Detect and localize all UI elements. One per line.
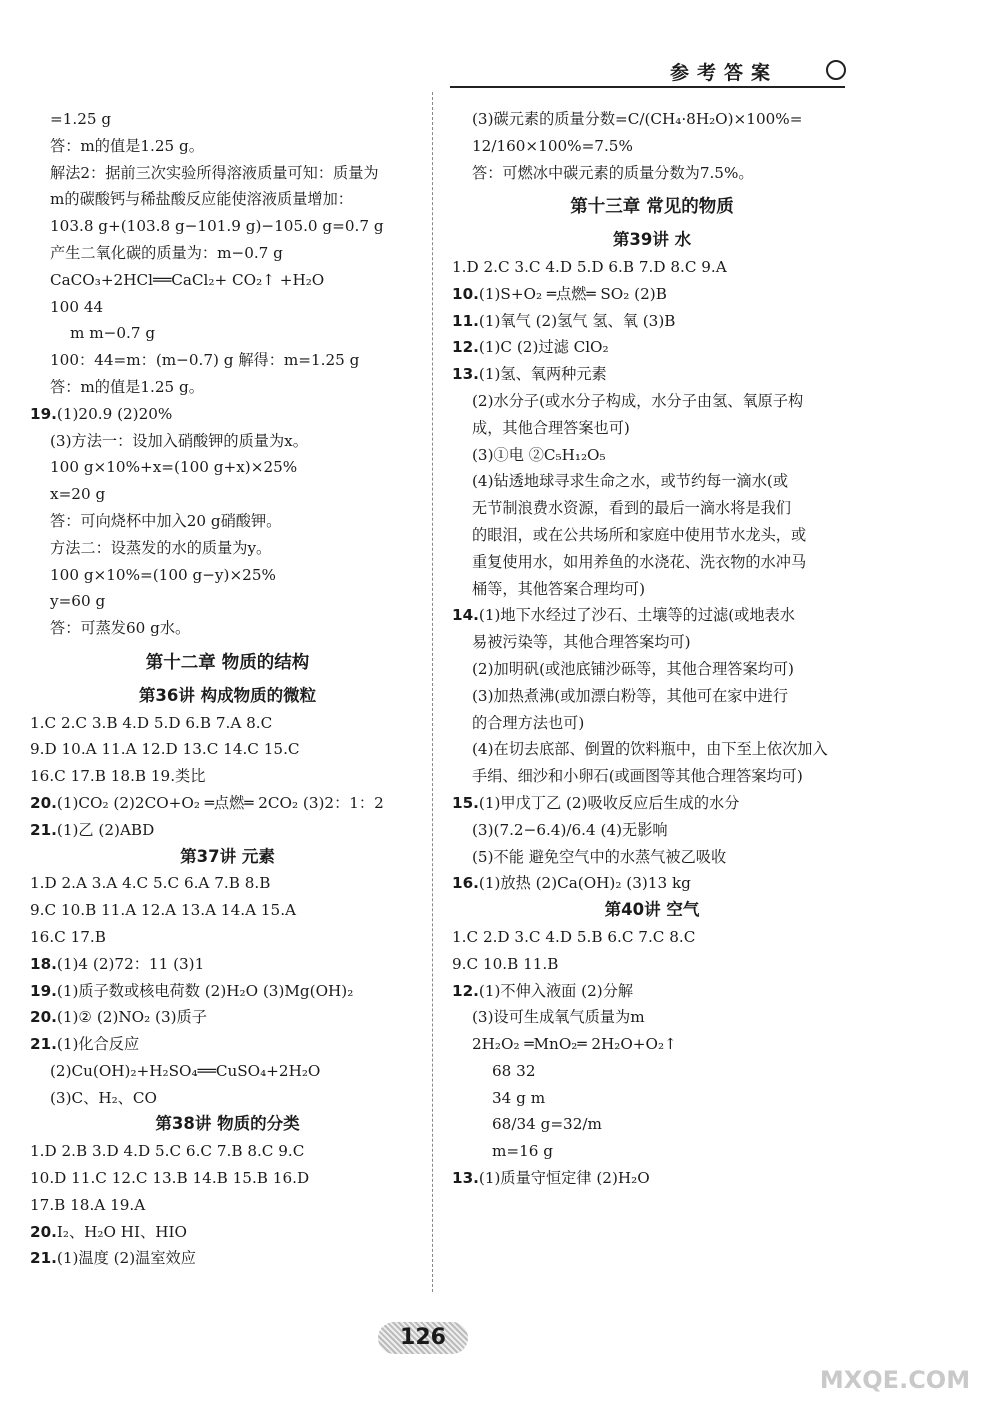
page-header-title: 参考答案 [670,62,779,84]
answer-line [30,160,425,187]
answer-line [30,870,425,897]
chapter-heading [30,650,425,677]
answer-text: 桶等，其他答案合理均可) [472,579,645,598]
answer-text: (3)①电 ②C₅H₁₂O₅ [472,445,606,464]
answer-line [30,588,425,615]
answer-line [452,1165,852,1192]
question-number: 12. [452,338,479,357]
answer-line [452,924,852,951]
answer-text: (1)化合反应 [56,1035,140,1054]
answer-line [30,133,425,160]
answer-line [452,683,852,710]
answer-text: m的碳酸钙与稀盐酸反应能使溶液质量增加： [50,190,353,209]
answer-text: 9.C 10.B 11.B [452,954,559,973]
answer-line [452,576,852,603]
answer-text: (3)碳元素的质量分数=C/(CH₄·8H₂O)×100%= [472,110,803,128]
answer-line [30,1058,425,1085]
answer-text: 9.C 10.B 11.A 12.A 13.A 14.A 15.A [30,901,296,920]
answer-line [30,1138,425,1165]
right-column [452,106,852,1192]
answer-line [30,1245,425,1272]
question-number: 13. [452,365,479,384]
answer-line [452,817,852,844]
left-column [30,106,425,1272]
lecture-heading [30,683,425,710]
answer-line [452,978,852,1005]
question-number: 15. [452,793,479,812]
answer-text: y=60 g [50,592,106,611]
answer-line [452,495,852,522]
answer-text: (3)C、H₂、CO [50,1088,157,1107]
answer-text: 68 32 [492,1061,536,1080]
answer-line [30,1219,425,1246]
answer-text: 答：可燃冰中碳元素的质量分数为7.5%。 [472,163,754,182]
answer-line [30,508,425,535]
answer-text: 答：m的值是1.25 g。 [50,377,204,396]
answer-text: (1)放热 (2)Ca(OH)₂ (3)13 kg [478,874,691,893]
answer-text: 答：可向烧杯中加入20 g硝酸钾。 [50,511,282,530]
answer-text: 100 44 [50,297,104,316]
question-number: 12. [452,981,479,1000]
answer-line [452,133,852,160]
answer-line [452,442,852,469]
answer-text: (1)② (2)NO₂ (3)质子 [56,1008,207,1027]
answer-text: (1)20.9 (2)20% [56,404,173,423]
answer-line [30,106,425,133]
answer-text: (1)C (2)过滤 ClO₂ [478,338,609,357]
answer-line [30,897,425,924]
question-number: 11. [452,311,479,330]
answer-line [30,951,425,978]
answer-text: m=16 g [492,1142,554,1161]
answer-text: 100：44=m：(m−0.7) g 解得：m=1.25 g [50,351,360,370]
lecture-heading [30,844,425,871]
answer-line [452,710,852,737]
answer-line [452,361,852,388]
answer-text: 10.D 11.C 12.C 13.B 14.B 15.B 16.D [30,1169,310,1188]
answer-text: (1)乙 (2)ABD [56,820,155,839]
answer-text: 16.C 17.B [30,927,106,946]
answer-line [452,1138,852,1165]
question-number: 21. [30,1035,57,1054]
answer-text: 成，其他合理答案也可) [472,418,630,437]
answer-text: 1.C 2.D 3.C 4.D 5.B 6.C 7.C 8.C [452,927,696,946]
page-number: 126 [400,1325,446,1350]
answer-line [452,602,852,629]
answer-line [30,186,425,213]
answer-text: 第38讲 物质的分类 [155,1114,300,1134]
question-number: 20. [30,1008,57,1027]
answer-line [452,1085,852,1112]
answer-text: 1.D 2.C 3.C 4.D 5.D 6.B 7.D 8.C 9.A [452,257,727,276]
answer-text: (2)Cu(OH)₂+H₂SO₄══CuSO₄+2H₂O [50,1061,321,1080]
answer-text: =1.25 g [50,110,112,128]
answer-text: 第十二章 物质的结构 [145,652,310,673]
answer-text: (2)加明矾(或池底铺沙砾等，其他合理答案均可) [472,659,794,678]
answer-text: (1)质子数或核电荷数 (2)H₂O (3)Mg(OH)₂ [56,981,354,1000]
answer-text: 12/160×100%=7.5% [472,136,633,155]
answer-line [30,267,425,294]
answer-text: (5)不能 避免空气中的水蒸气被乙吸收 [472,847,727,866]
answer-line [452,1004,852,1031]
answer-line [452,468,852,495]
answer-text: (1)氧气 (2)氢气 氢、氧 (3)B [478,311,676,330]
answer-text: I₂、H₂O HI、HIO [56,1222,187,1241]
answer-line [452,763,852,790]
answer-text: (4)钻透地球寻求生命之水，或节约每一滴水(或 [472,472,789,491]
answer-text: 第十三章 常见的物质 [570,197,734,218]
answer-line [452,388,852,415]
answer-text: (1)4 (2)72：11 (3)1 [56,954,205,973]
header-ornament-icon [826,60,846,80]
answer-line [30,481,425,508]
chapter-heading [452,194,852,221]
answer-line [452,790,852,817]
answer-line [30,1192,425,1219]
column-divider [432,92,433,1292]
answer-text: 第37讲 元素 [180,846,275,866]
answer-line [30,294,425,321]
answer-line [30,978,425,1005]
answer-text: (3)(7.2−6.4)/6.4 (4)无影响 [472,820,668,839]
answer-line [30,454,425,481]
answer-text: 的眼泪，或在公共场所和家庭中使用节水龙头，或 [472,525,807,544]
question-number: 18. [30,954,57,973]
answer-text: 16.C 17.B 18.B 19.类比 [30,767,206,786]
answer-text: m m−0.7 g [70,324,156,343]
answer-text: (1)地下水经过了沙石、土壤等的过滤(或地表水 [478,606,795,625]
answer-text: (3)设可生成氧气质量为m [472,1008,645,1027]
answer-text: (1)温度 (2)温室效应 [56,1249,196,1268]
answer-text: 第40讲 空气 [604,900,700,920]
question-number: 16. [452,874,479,893]
answer-line [30,1165,425,1192]
question-number: 14. [452,606,479,625]
answer-line [30,401,425,428]
answer-text: 答：可蒸发60 g水。 [50,619,191,638]
answer-text: 100 g×10%+x=(100 g+x)×25% [50,458,298,477]
answer-line [30,428,425,455]
answer-text: 手绢、细沙和小卵石(或画图等其他合理答案均可) [472,767,803,786]
answer-line [452,951,852,978]
answer-text: 1.D 2.A 3.A 4.C 5.C 6.A 7.B 8.B [30,874,271,893]
answer-line [30,790,425,817]
question-number: 21. [30,820,57,839]
question-number: 20. [30,793,57,812]
question-number: 10. [452,284,479,303]
answer-line [30,1085,425,1112]
question-number: 21. [30,1249,57,1268]
answer-line [452,281,852,308]
answer-text: (1)质量守恒定律 (2)H₂O [478,1169,650,1188]
answer-text: (3)加热煮沸(或加漂白粉等，其他可在家中进行 [472,686,789,705]
answer-line [30,535,425,562]
answer-text: 2H₂O₂ ═MnO₂═ 2H₂O+O₂↑ [472,1035,677,1054]
answer-line [30,374,425,401]
answer-text: 无节制浪费水资源，看到的最后一滴水将是我们 [472,499,791,518]
answer-line [452,736,852,763]
answer-line [30,615,425,642]
answer-text: (1)氢、氧两种元素 [478,365,607,384]
answer-text: (1)不伸入液面 (2)分解 [478,981,634,1000]
answer-text: 1.C 2.C 3.B 4.D 5.D 6.B 7.A 8.C [30,713,273,732]
answer-line [452,629,852,656]
answer-line [30,562,425,589]
question-number: 19. [30,404,57,423]
answer-text: 34 g m [492,1088,546,1107]
question-number: 20. [30,1222,57,1241]
answer-line [30,817,425,844]
answer-line [30,736,425,763]
answer-line [452,334,852,361]
answer-line [30,1031,425,1058]
answer-text: 易被污染等，其他合理答案均可) [472,633,691,652]
answer-line [452,106,852,133]
answer-text: (3)方法一：设加入硝酸钾的质量为x。 [50,431,308,450]
answer-text: (4)在切去底部、倒置的饮料瓶中，由下至上依次加入 [472,740,828,759]
answer-line [452,1058,852,1085]
answer-line [452,1031,852,1058]
answer-line [452,522,852,549]
answer-line [30,213,425,240]
lecture-heading [452,897,852,924]
answer-line [452,1111,852,1138]
answer-text: 第36讲 构成物质的微粒 [138,685,317,705]
answer-line [452,254,852,281]
answer-text: (1)S+O₂ ═点燃═ SO₂ (2)B [478,284,667,303]
answer-text: 产生二氧化碳的质量为：m−0.7 g [50,243,283,262]
lecture-heading [30,1111,425,1138]
answer-text: 第39讲 水 [612,230,692,250]
answer-line [30,240,425,267]
answer-line [452,656,852,683]
answer-text: 的合理方法也可) [472,713,585,732]
answer-line [452,160,852,187]
answer-text: 答：m的值是1.25 g。 [50,136,204,155]
answer-line [30,347,425,374]
answer-line [30,1004,425,1031]
answer-text: 9.D 10.A 11.A 12.D 13.C 14.C 15.C [30,740,300,759]
answer-text: 1.D 2.B 3.D 4.D 5.C 6.C 7.B 8.C 9.C [30,1142,305,1161]
answer-text: 重复使用水，如用养鱼的水浇花、洗衣物的水冲马 [472,552,807,571]
answer-text: 方法二：设蒸发的水的质量为y。 [50,538,272,557]
answer-line [30,924,425,951]
question-number: 19. [30,981,57,1000]
answer-line [30,763,425,790]
answer-text: (1)甲戊丁乙 (2)吸收反应后生成的水分 [478,793,740,812]
answer-line [452,308,852,335]
answer-text: 103.8 g+(103.8 g−101.9 g)−105.0 g=0.7 g [50,217,384,236]
page-number-badge [378,1322,468,1354]
watermark-logo [800,1318,990,1398]
answer-line [452,549,852,576]
answer-text: 68/34 g=32/m [492,1115,602,1134]
answer-text: 100 g×10%=(100 g−y)×25% [50,565,276,584]
answer-line [452,870,852,897]
answer-line [452,844,852,871]
answer-line [30,320,425,347]
lecture-heading [452,227,852,254]
answer-text: CaCO₃+2HCl══CaCl₂+ CO₂↑ +H₂O [50,270,325,289]
answer-text: 解法2：据前三次实验所得溶液质量可知：质量为 [50,163,379,182]
answer-line [452,415,852,442]
answer-line [30,710,425,737]
watermark-text: MXQE.COM [819,1366,971,1394]
answer-text: x=20 g [50,485,106,504]
question-number: 13. [452,1169,479,1188]
header-rule [450,86,845,88]
answer-text: (2)水分子(或水分子构成，水分子由氢、氧原子构 [472,391,804,410]
answer-text: 17.B 18.A 19.A [30,1195,146,1214]
answer-text: (1)CO₂ (2)2CO+O₂ ═点燃═ 2CO₂ (3)2：1：2 [56,793,384,812]
